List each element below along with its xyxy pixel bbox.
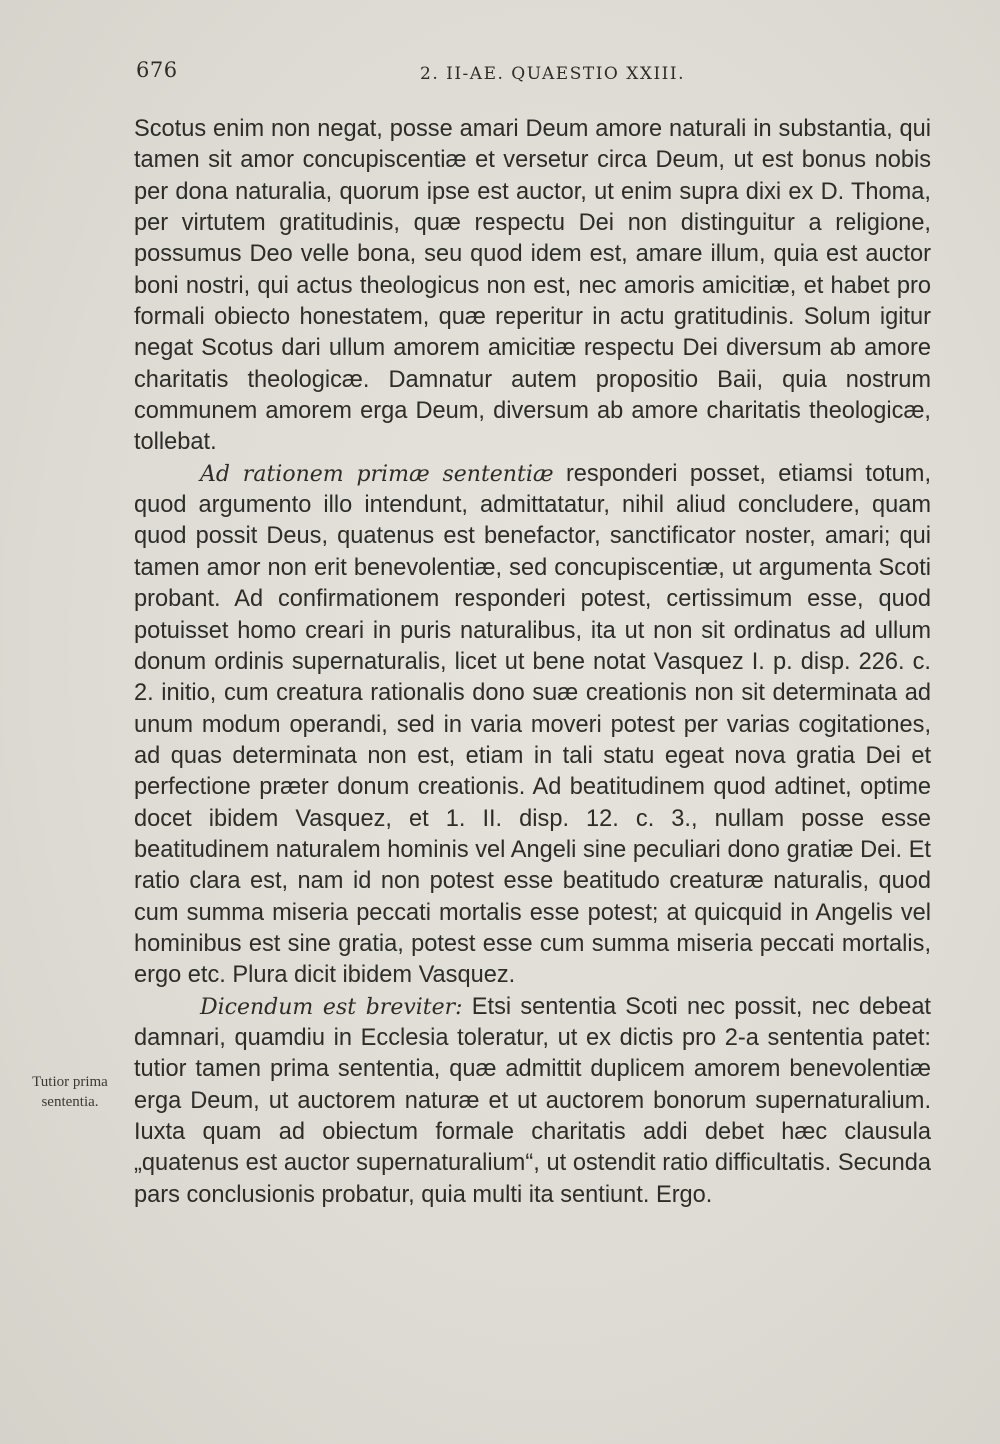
margin-note-line: sententia.: [41, 1094, 99, 1110]
paragraph: [134, 992, 931, 1211]
paragraph: [134, 114, 931, 459]
margin-note: [14, 1072, 126, 1112]
page-header: [0, 58, 1000, 98]
paragraph-text: responderi posset, etiamsi totum, quod argumento illo intendunt, admittatatur, nihil aliud concludere, quam quod possit Deus, quatenus est benefactor, sanctificator noster, amari; qui tamen amor non erit benevolentiæ, sed concupiscentiæ, ut argumenta Scoti probant. Ad confirmationem responderi potest, certissimum esse, quod potuisset homo creari in puris naturalibus, ita ut non sit ordinatus ad ullum donum ordinis supernaturalis, licet ut bene notat Vasquez I. p. disp. 226. c. 2. initio, cum creatura rationalis dono suæ creationis non sit determinata ad unum modum operandi, sed in varia moveri potest per varias cogitationes, ad quas determinata non est, etiam in tali statu egeat nova gratia Dei et perfectione præter donum creationis. Ad beatitudinem quod adtinet, optime docet ibidem Vasquez, et 1. II. disp. 12. c. 3., nullam posse esse beatitudinem naturalem hominis vel Angeli sine peculiari dono gratiæ Dei. Et ratio clara est, nam id non potest esse beatitudo creaturæ naturalis, quod cum summa miseria peccati mortalis esse potest; at quicquid in Angelis vel hominibus est sine gratia, potest esse cum summa miseria peccati mortalis, ergo etc. Plura dicit ibidem Vasquez.: [134, 460, 931, 989]
paragraph-text: Etsi sententia Scoti nec possit, nec debeat damnari, quamdiu in Ecclesia toleratur, ut ex dictis pro 2-a sententia patet: tutior tamen prima sententia, quæ admittit duplicem amorem benevolentiæ erga Deum, ut auctorem naturæ et ut auctorem bonorum supernaturalium. Iuxta quam ad obiectum formale charitatis addi debet hæc clausula „quatenus est auctor supernaturalium“, ut ostendit ratio difficultatis. Secunda pars conclusionis probatur, quia multi ita sentiunt. Ergo.: [134, 993, 931, 1208]
body-text: [134, 114, 931, 1211]
running-head: 2. II-AE. QUAESTIO XXIII.: [420, 64, 686, 84]
paragraph-lead-italic: Dicendum est breviter:: [200, 994, 463, 1020]
paragraph: [134, 459, 931, 992]
paragraph-text: Scotus enim non negat, posse amari Deum amore naturali in substantia, qui tamen sit amor concupiscentiæ et versetur circa Deum, ut est bonus nobis per dona naturalia, quorum ipse est auctor, ut enim supra dixi ex D. Thoma, per virtutem gratitudinis, quæ respectu Dei non distinguitur a religione, possumus Deo velle bona, seu quod idem est, amare illum, quia est auctor boni nostri, qui actus theologicus non est, nec amoris amicitiæ, et habet pro formali obiecto honestatem, quæ reperitur in actu gratitudinis. Solum igitur negat Scotus dari ullum amorem amicitiæ respectu Dei diversum ab amore charitatis theologicæ. Damnatur autem propositio Baii, quia nostrum communem amorem erga Deum, diversum ab amore charitatis theologicæ, tollebat.: [134, 116, 931, 456]
margin-note-line: Tutior prima: [32, 1074, 108, 1090]
paragraph-lead-italic: Ad rationem primæ sententiæ: [200, 461, 554, 487]
page-number: 676: [136, 58, 178, 82]
